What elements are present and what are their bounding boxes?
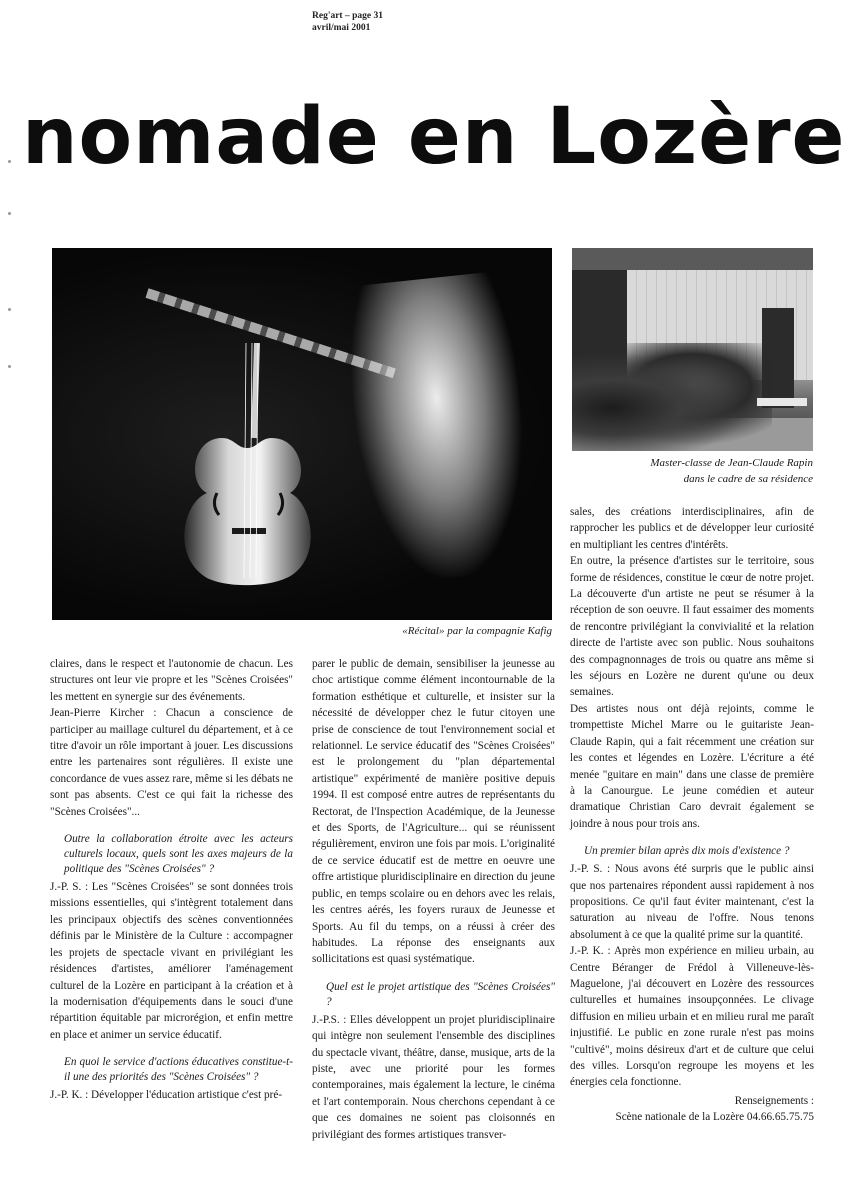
caption-line: dans le cadre de sa résidence (683, 473, 813, 485)
margin-mark (8, 308, 11, 311)
paragraph: J.-P. S. : Nous avons été surpris que le public ainsi que nos partenaires répondent aussi rapidement à nos propositions. Ce qu'il faut éviter maintenant, c'est la saturation au niveau de l'offre. Nous tenons absolument à ce que la qualité prime sur la quantité. (570, 863, 814, 941)
paragraph: claires, dans le respect et l'autonomie de chacun. Les structures ont leur vie propre et les "Scènes Croisées" les mettent en synergie sur des événements. (50, 658, 293, 703)
paragraph: Des artistes nous ont déjà rejoints, comme le trompettiste Michel Marre ou le guitariste Jean-Claude Rapin, qui a fait récemment une création sur les contes et légendes en Lozère. L'écriture a été menée "guitare en main" dans une classe de première à la Canourgue. Le jeune comédien et auteur dramatique Christian Caro devrait également se joindre à nous pour trois ans. (570, 702, 814, 830)
text-column-2 (312, 656, 555, 1143)
article-title: nomade en Lozère (22, 92, 846, 182)
photo-dancer-figure (342, 270, 537, 586)
paragraph: parer le public de demain, sensibiliser la jeunesse au choc artistique comme élément incontournable de la formation esthétique et culturelle, et insister sur la nécessité de développer chez le futur citoyen une prise de conscience de tout l'environnement social et relationnel. Le service éducatif des "Scènes Croisées" est le prolongement du "plan départemental artistique" expérimenté de manière positive depuis 1994. Il est composé entre autres de représentants du Rectorat, de l'Inspection Académique, de la Jeunesse et des Sports, de l'Agriculture... qui se réunissent régulièrement, environ une fois par mois. L'originalité de ce service éducatif est de mettre en oeuvre une offre artistique pluridisciplinaire en direction du jeune public, en temps scolaire ou en dehors avec les relais, les centres aérés, les foyers ruraux de Jeunesse et Sports. Au fil du temps, on a réussi à créer des habitudes. La réponse des enseignants aux sollicitations est quasi systématique. (312, 658, 555, 966)
interview-question: Outre la collaboration étroite avec les acteurs culturels locaux, quels sont les axes majeurs de la politique des "Scènes Croisées" ? (64, 833, 293, 876)
paragraph: En outre, la présence d'artistes sur le territoire, sous forme de résidences, constitue le cœur de notre projet. La découverte d'un artiste ne peut se résumer à la réception de son oeuvre. Il faut essaimer des moments de rencontre privilégiant la convivialité et la relation directe de l'artiste avec son public. Nous souhaitons des compagnonnages de trois ou quatre ans même si les séjours en Lozère ne durent qu'une ou deux semaines. (570, 555, 814, 699)
paragraph: Jean-Pierre Kircher : Chacun a conscience de participer au maillage culturel du département, et à ce titre d'avoir un rôle important à jouer. Les discussions entre les partenaires sont régulières. Il existe une concordance de vues assez rare, même si les débats ne sont pas absents. C'est ce qui fait la richesse des "Scènes Croisées"... (50, 707, 293, 818)
photo-table (757, 398, 807, 406)
margin-mark (8, 212, 11, 215)
paragraph: J.-P. K. : Après mon expérience en milieu urbain, au Centre Béranger de Frédol à Villeneuve-lès-Maguelone, j'ai découvert en Lozère des ressources culturelles et humaines insoupçonnées. Le clivage diffusion en milieu urbain et en milieu rural me paraît injustifié. Le public en zone rurale n'est pas moins "cultivé", moins désireux d'art et de culture que celui des villes. Lorsqu'on regroupe les moyens et les énergies cela fonctionne. (570, 945, 814, 1089)
paragraph: J.-P. S. : Les "Scènes Croisées" se sont données trois missions essentielles, qui s'intègrent totalement dans les principaux objectifs des scènes conventionnées définis par le Ministère de la Culture : accompagner les projets de spectacle vivant en privilégiant les résidences d'artistes, améliorer l'aménagement culturel de la Lozère en participant à la création et à la modernisation d'équipements dans le souci d'une répartition équitable par microrégion, et enfin mettre en place et animer un service éducatif. (50, 881, 293, 1041)
interview-question: Quel est le projet artistique des "Scènes Croisées" ? (326, 980, 555, 1008)
photo-master-class (572, 248, 813, 451)
interview-question: Un premier bilan après dix mois d'existence ? (584, 845, 790, 858)
photo-master-class-caption (572, 455, 813, 487)
paragraph: J.-P. K. : Développer l'éducation artistique c'est pré- (50, 1089, 283, 1102)
caption-line: Master-classe de Jean-Claude Rapin (650, 457, 813, 469)
photo-recital-caption: «Récital» par la compagnie Kafig (402, 625, 552, 637)
contact-details: Scène nationale de la Lozère 04.66.65.75.75 (615, 1111, 814, 1124)
paragraph: sales, des créations interdisciplinaires, afin de rapprocher les publics et de développer leur curiosité en multipliant les centres d'intérêts. (570, 506, 814, 551)
photo-audience (572, 343, 772, 451)
contact-label: Renseignements : (734, 1094, 814, 1107)
header-date: avril/mai 2001 (312, 23, 371, 33)
text-column-1 (50, 656, 293, 1104)
paragraph: J.-P.S. : Elles développent un projet pluridisciplinaire qui intègre non seulement l'ensemble des disciplines du spectacle vivant, théâtre, danse, musique, arts de la piste, avec une priorité pour les formes contemporaines, mais également la lecture, le cinéma et l'art contemporain. Nous cherchons cependant à ce que ces domaines ne soient pas cloisonnés en privilégiant des formes artistiques transver- (312, 1013, 555, 1141)
margin-mark (8, 365, 11, 368)
interview-question: En quoi le service d'actions éducatives constitue-t-il une des priorités des "Scènes Croisées" ? (64, 1056, 293, 1084)
page-header (312, 10, 383, 34)
photo-ceiling (572, 248, 813, 270)
header-publication: Reg'art – page 31 (312, 11, 383, 21)
photo-recital (52, 248, 552, 620)
violin-illustration (162, 343, 322, 593)
margin-mark (8, 160, 11, 163)
text-column-3 (570, 504, 814, 1126)
contact-info (570, 1093, 814, 1126)
